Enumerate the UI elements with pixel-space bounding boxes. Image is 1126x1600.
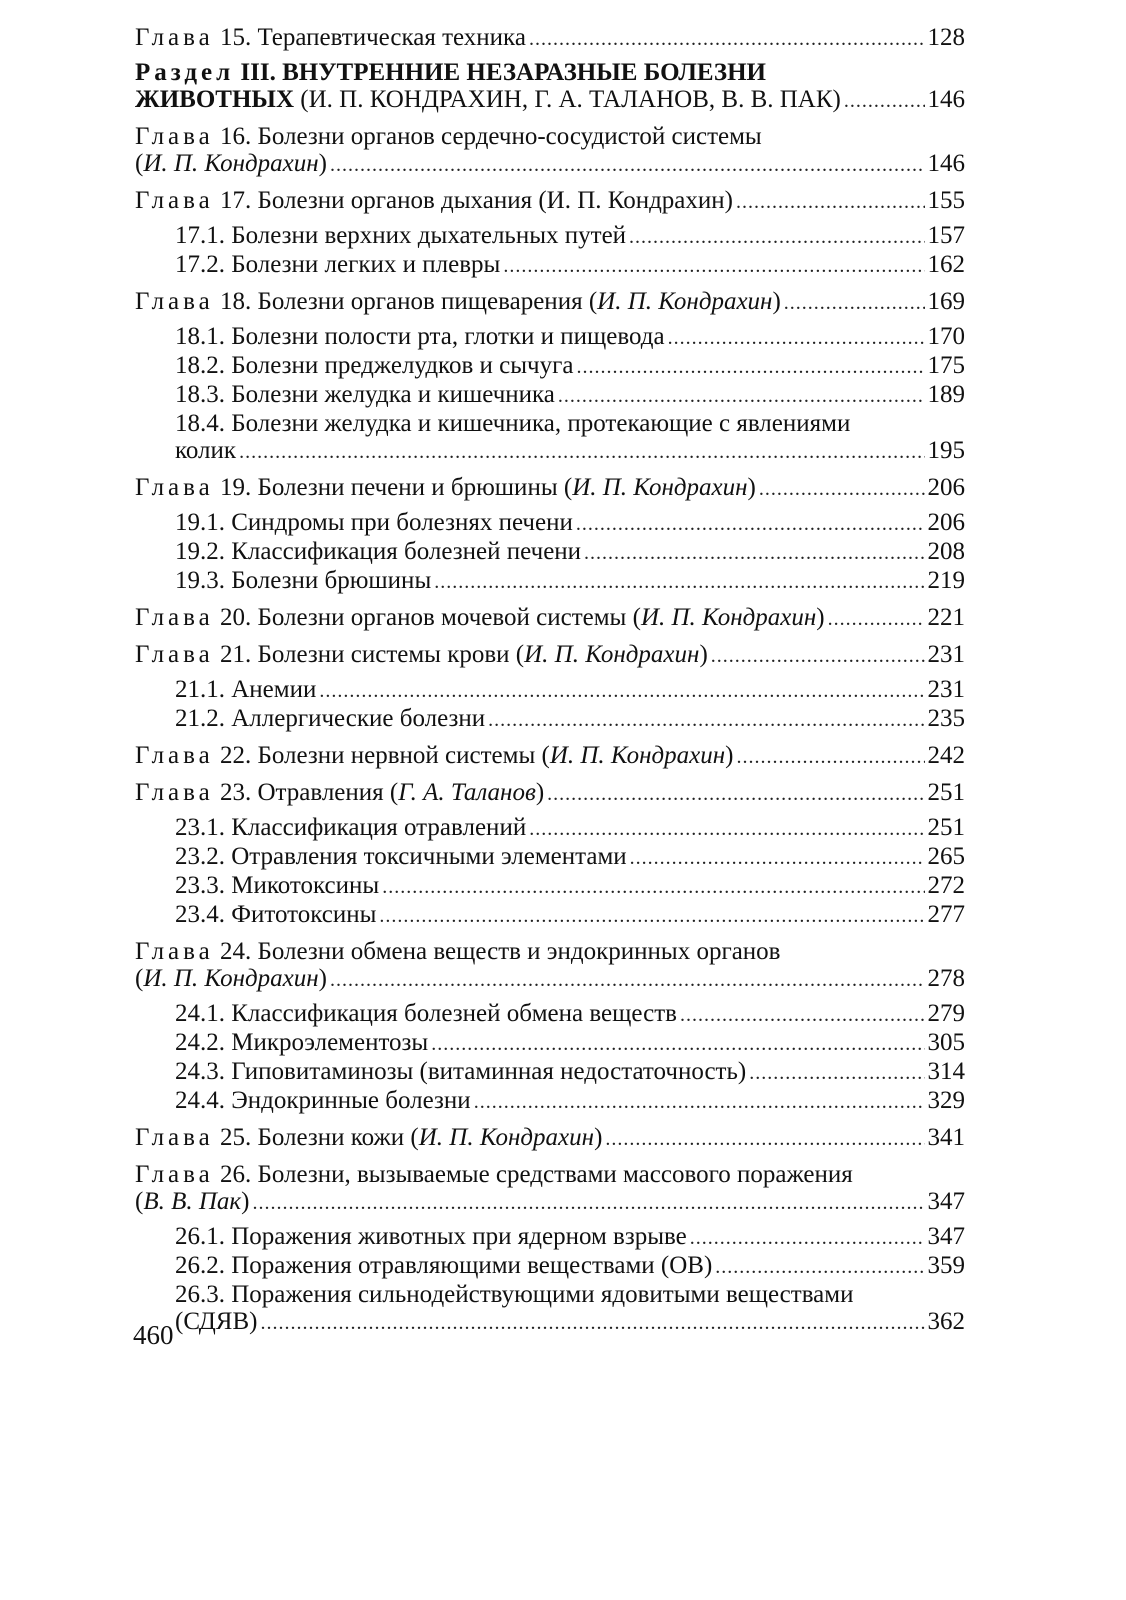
toc-subsection: [135, 676, 965, 705]
toc-page-number: 235: [927, 705, 965, 732]
toc-subsection: [135, 1058, 965, 1087]
subsection-title: 19.1. Синдромы при болезнях печени: [175, 509, 573, 536]
toc-page-number: 169: [927, 288, 965, 315]
toc-row: [175, 705, 965, 734]
toc-page-number: 341: [927, 1124, 965, 1151]
leader-dots: [828, 606, 925, 633]
toc-title: [135, 474, 756, 501]
chapter-lead: Глава: [135, 187, 214, 214]
leader-dots: [431, 1031, 924, 1058]
leader-dots: [503, 253, 924, 280]
leader-dots: [711, 643, 925, 670]
subsection-title: 17.1. Болезни верхних дыхательных путей: [175, 222, 627, 249]
leader-dots: [759, 476, 925, 503]
chapter-title: 24. Болезни обмена веществ и эндокринных органов: [219, 938, 781, 965]
leader-dots: [260, 1310, 924, 1337]
chapter-close: ): [772, 288, 781, 315]
leader-dots: [547, 781, 924, 808]
subsection-title: 18.4. Болезни желудка и кишечника, протекающие с явлениями: [175, 410, 851, 437]
leader-dots: [379, 903, 924, 930]
toc-page-number: 221: [927, 604, 965, 631]
subsection-title: 26.2. Поражения отравляющими веществами (ОВ): [175, 1252, 713, 1279]
toc-page-number: 155: [927, 187, 965, 214]
subsection-title: 21.2. Аллергические болезни: [175, 705, 486, 732]
section-lead: Раздел: [135, 59, 235, 86]
toc-subsection: [135, 843, 965, 872]
chapter-lead: Глава: [135, 641, 214, 668]
toc-title: [135, 779, 544, 806]
toc-row: [175, 1000, 965, 1029]
subsection-title: 26.1. Поражения животных при ядерном взрыве: [175, 1223, 687, 1250]
chapter-lead: Глава: [135, 1161, 214, 1188]
toc-page-number: 279: [927, 1000, 965, 1027]
toc-page-number: 314: [927, 1058, 965, 1085]
chapter-title: 17. Болезни органов дыхания (И. П. Кондрахин): [219, 187, 733, 214]
toc-row: [135, 288, 965, 317]
leader-dots: [529, 26, 925, 53]
toc-page-number: 251: [927, 779, 965, 806]
leader-dots: [584, 540, 924, 567]
chapter-lead: Глава: [135, 604, 214, 631]
toc-row: [135, 742, 965, 771]
chapter-lead: Глава: [135, 742, 214, 769]
toc-row: [175, 567, 965, 596]
chapter-title: 21. Болезни системы крови (: [219, 641, 525, 668]
chapter-close: ): [594, 1124, 603, 1151]
toc-subsection: [135, 814, 965, 843]
toc-row: [135, 1188, 965, 1217]
toc-title: [135, 742, 733, 769]
toc-subsection: [135, 323, 965, 352]
toc-subsection: [135, 509, 965, 538]
toc-row: [175, 1252, 965, 1281]
chapter-author: И. П. Кондрахин: [143, 965, 319, 992]
toc-page-number: 277: [927, 901, 965, 928]
toc-page-number: 146: [927, 86, 965, 113]
leader-dots: [239, 439, 924, 466]
chapter-lead: Глава: [135, 288, 214, 315]
toc-title: [135, 1124, 602, 1151]
chapter-close: ): [318, 965, 327, 992]
toc-page-number: 251: [927, 814, 965, 841]
toc-subsection: [135, 1252, 965, 1281]
chapter-title: 22. Болезни нервной системы (: [219, 742, 550, 769]
toc-title: [135, 86, 841, 113]
table-of-contents: [135, 16, 965, 1337]
leader-dots: [784, 290, 925, 317]
toc-subsection: [135, 567, 965, 596]
chapter-title: 18. Болезни органов пищеварения (: [219, 288, 598, 315]
subsection-title-cont: колик: [175, 437, 237, 464]
leader-dots: [629, 224, 924, 251]
toc-title: [135, 288, 781, 315]
toc-row: [175, 509, 965, 538]
leader-dots: [736, 744, 924, 771]
toc-page-number: 157: [927, 222, 965, 249]
toc-row: [175, 352, 965, 381]
toc-chapter: [135, 641, 965, 670]
toc-chapter: [135, 779, 965, 808]
chapter-lead: Глава: [135, 474, 214, 501]
toc-page-number: 242: [927, 742, 965, 769]
subsection-title: 21.1. Анемии: [175, 676, 317, 703]
leader-dots: [330, 967, 925, 994]
chapter-author: Г. А. Таланов: [398, 779, 536, 806]
toc-row: [135, 474, 965, 503]
leader-dots: [330, 152, 925, 179]
chapter-lead: Глава: [135, 938, 214, 965]
toc-row: [175, 901, 965, 930]
toc-subsection: [135, 538, 965, 567]
leader-dots: [605, 1126, 924, 1153]
chapter-close: ): [241, 1188, 250, 1215]
toc-title: [135, 1188, 249, 1215]
subsection-title: 23.2. Отравления токсичными элементами: [175, 843, 627, 870]
toc-title: [135, 965, 327, 992]
chapter-title: 16. Болезни органов сердечно-сосудистой системы: [219, 123, 762, 150]
toc-row: [175, 251, 965, 280]
chapter-close: ): [725, 742, 734, 769]
subsection-title: 18.1. Болезни полости рта, глотки и пищевода: [175, 323, 665, 350]
toc-row: [175, 538, 965, 567]
subsection-title: 23.3. Микотоксины: [175, 872, 380, 899]
chapter-close: ): [318, 150, 327, 177]
subsection-title: 24.4. Эндокринные болезни: [175, 1087, 471, 1114]
chapter-author: И. П. Кондрахин: [572, 474, 748, 501]
section-title-cont: ЖИВОТНЫХ: [135, 86, 295, 113]
toc-row: [135, 1124, 965, 1153]
subsection-title: 17.2. Болезни легких и плевры: [175, 251, 501, 278]
toc-row: [175, 814, 965, 843]
chapter-open: (: [135, 1188, 144, 1215]
toc-title: [135, 641, 708, 668]
toc-page-number: 195: [927, 437, 965, 464]
subsection-title-cont: (СДЯВ): [175, 1308, 258, 1335]
toc-page-number: 162: [927, 251, 965, 278]
toc-row: [175, 1223, 965, 1252]
subsection-title: 19.2. Классификация болезней печени: [175, 538, 582, 565]
toc-chapter: [135, 1161, 965, 1217]
chapter-close: ): [747, 474, 756, 501]
toc-row: [175, 676, 965, 705]
toc-row: [135, 965, 965, 994]
leader-dots: [529, 816, 924, 843]
toc-page-number: 362: [927, 1308, 965, 1335]
toc-row: [175, 1058, 965, 1087]
toc-page-number: 189: [927, 381, 965, 408]
subsection-title: 19.3. Болезни брюшины: [175, 567, 432, 594]
chapter-author: И. П. Кондрахин: [143, 150, 319, 177]
toc-page-number: 128: [927, 24, 965, 51]
toc-subsection: [135, 872, 965, 901]
toc-chapter: [135, 742, 965, 771]
toc-page-number: 231: [927, 676, 965, 703]
subsection-title: 24.3. Гиповитаминозы (витаминная недостаточность): [175, 1058, 747, 1085]
toc-row: [135, 187, 965, 216]
chapter-author: И. П. Кондрахин: [524, 641, 700, 668]
subsection-title: 18.3. Болезни желудка и кишечника: [175, 381, 555, 408]
toc-title: [135, 24, 526, 51]
leader-dots: [576, 511, 925, 538]
toc-row: [175, 843, 965, 872]
toc-subsection: [135, 381, 965, 410]
chapter-title: 23. Отравления (: [219, 779, 399, 806]
chapter-title: 20. Болезни органов мочевой системы (: [219, 604, 641, 631]
toc-page-number: 347: [927, 1223, 965, 1250]
chapter-author: И. П. Кондрахин: [549, 742, 726, 769]
toc-page-number: 278: [927, 965, 965, 992]
toc-row: [175, 872, 965, 901]
chapter-title: 25. Болезни кожи (: [219, 1124, 419, 1151]
leader-dots: [319, 678, 924, 705]
toc-row: [135, 24, 965, 53]
leader-dots: [668, 325, 925, 352]
toc-subsection: [135, 1000, 965, 1029]
chapter-author: И. П. Кондрахин: [640, 604, 817, 631]
chapter-open: (: [135, 965, 144, 992]
leader-dots: [576, 354, 924, 381]
chapter-title: 19. Болезни печени и брюшины (: [219, 474, 573, 501]
toc-row: [175, 323, 965, 352]
toc-subsection: [135, 251, 965, 280]
chapter-lead: Глава: [135, 24, 214, 51]
toc-page-number: 206: [927, 474, 965, 501]
toc-row: [135, 779, 965, 808]
toc-subsection: [135, 352, 965, 381]
chapter-close: ): [535, 779, 545, 806]
leader-dots: [690, 1225, 925, 1252]
toc-line: [135, 123, 965, 150]
toc-title: [135, 150, 327, 177]
toc-page-number: 272: [927, 872, 965, 899]
section-authors: (И. П. КОНДРАХИН, Г. А. ТАЛАНОВ, В. В. ПАК): [294, 86, 841, 113]
toc-subsection: [135, 1281, 965, 1337]
leader-dots: [680, 1002, 925, 1029]
subsection-title: 23.1. Классификация отравлений: [175, 814, 527, 841]
chapter-title: 26. Болезни, вызываемые средствами массового поражения: [219, 1161, 853, 1188]
toc-page-number: 219: [927, 567, 965, 594]
toc-row: [175, 381, 965, 410]
chapter-open: (: [135, 150, 144, 177]
toc-subsection: [135, 410, 965, 466]
toc-page-number: 146: [927, 150, 965, 177]
leader-dots: [474, 1089, 925, 1116]
toc-page-number: 329: [927, 1087, 965, 1114]
toc-subsection: [135, 901, 965, 930]
chapter-lead: Глава: [135, 779, 214, 806]
toc-row: [175, 1087, 965, 1116]
toc-subsection: [135, 1223, 965, 1252]
toc-row: [175, 437, 965, 466]
toc-row: [135, 86, 965, 115]
toc-chapter: [135, 938, 965, 994]
chapter-lead: Глава: [135, 123, 214, 150]
toc-subsection: [135, 1087, 965, 1116]
chapter-close: ): [816, 604, 825, 631]
chapter-author: И. П. Кондрахин: [597, 288, 773, 315]
toc-chapter: [135, 474, 965, 503]
toc-line: [135, 1161, 965, 1188]
leader-dots: [630, 845, 925, 872]
chapter-author: В. В. Пак: [143, 1188, 242, 1215]
leader-dots: [558, 383, 925, 410]
subsection-title: 24.2. Микроэлементозы: [175, 1029, 429, 1056]
leader-dots: [736, 189, 925, 216]
toc-chapter: [135, 1124, 965, 1153]
toc-row: [175, 1308, 965, 1337]
toc-page-number: 208: [927, 538, 965, 565]
toc-subsection: [135, 1029, 965, 1058]
toc-page-number: 175: [927, 352, 965, 379]
toc-title: [135, 604, 825, 631]
leader-dots: [488, 707, 924, 734]
toc-subsection: [135, 222, 965, 251]
toc-chapter: [135, 123, 965, 179]
leader-dots: [434, 569, 924, 596]
toc-line: [135, 938, 965, 965]
leader-dots: [715, 1254, 924, 1281]
toc-page-number: 206: [927, 509, 965, 536]
subsection-title: 24.1. Классификация болезней обмена веществ: [175, 1000, 677, 1027]
toc-row: [175, 222, 965, 251]
toc-row: [135, 150, 965, 179]
page-number: 460: [133, 1320, 174, 1350]
leader-dots: [749, 1060, 924, 1087]
subsection-title: 23.4. Фитотоксины: [175, 901, 377, 928]
toc-chapter: [135, 187, 965, 216]
chapter-close: ): [699, 641, 708, 668]
leader-dots: [382, 874, 924, 901]
toc-chapter: [135, 288, 965, 317]
toc-page-number: 305: [927, 1029, 965, 1056]
toc-page-number: 265: [927, 843, 965, 870]
toc-page-number: 170: [927, 323, 965, 350]
toc-section: [135, 59, 965, 115]
section-title: III. ВНУТРЕННИЕ НЕЗАРАЗНЫЕ БОЛЕЗНИ: [240, 59, 766, 86]
chapter-lead: Глава: [135, 1124, 214, 1151]
toc-page-number: 359: [927, 1252, 965, 1279]
toc-row: [175, 1029, 965, 1058]
toc-line: [135, 59, 965, 86]
toc-row: [135, 641, 965, 670]
toc-chapter: [135, 24, 965, 53]
toc-page-number: 231: [927, 641, 965, 668]
subsection-title: 26.3. Поражения сильнодействующими ядовитыми веществами: [175, 1281, 854, 1308]
toc-row: [135, 604, 965, 633]
chapter-author: И. П. Кондрахин: [418, 1124, 595, 1151]
toc-chapter: [135, 604, 965, 633]
chapter-title: 15. Терапевтическая техника: [219, 24, 526, 51]
toc-subsection: [135, 705, 965, 734]
toc-title: [135, 187, 733, 214]
leader-dots: [844, 88, 925, 115]
leader-dots: [252, 1190, 924, 1217]
toc-page-number: 347: [927, 1188, 965, 1215]
subsection-title: 18.2. Болезни преджелудков и сычуга: [175, 352, 574, 379]
